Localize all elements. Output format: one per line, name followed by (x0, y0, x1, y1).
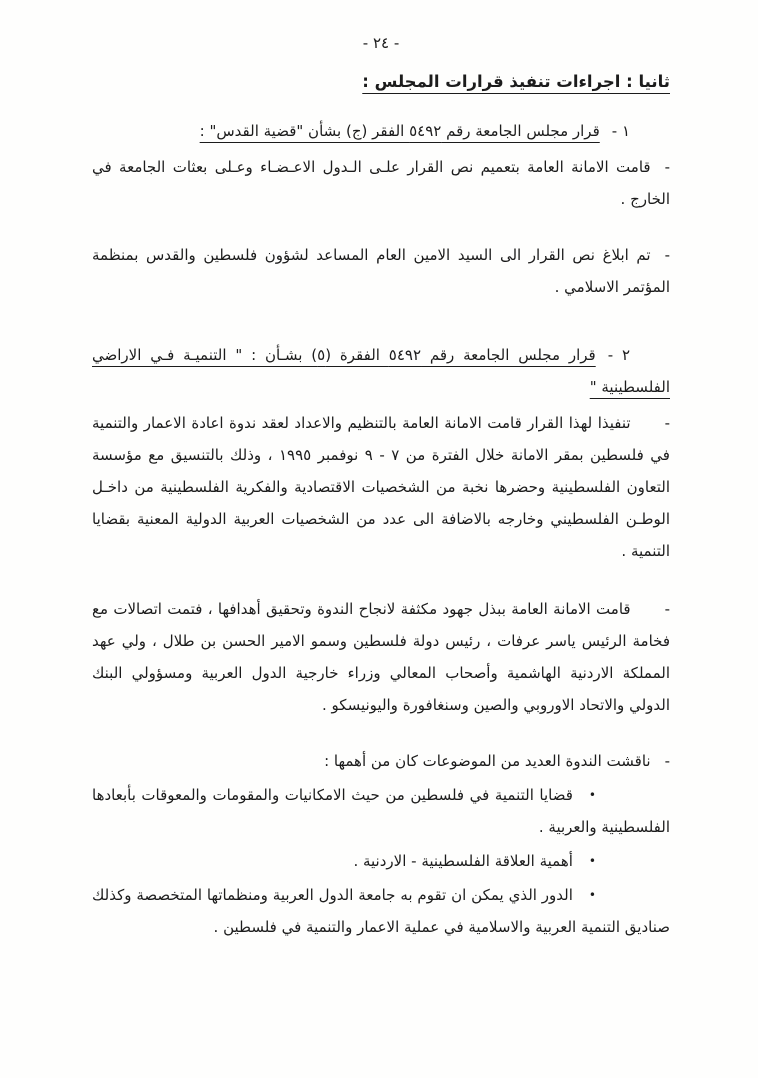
item-1-heading (92, 115, 670, 147)
paragraph (92, 745, 670, 777)
paragraph (92, 239, 670, 303)
bullet-icon: • (588, 788, 596, 802)
dash-marker: - (664, 752, 670, 770)
paragraph-text: قامت الامانة العامة بتعميم نص القرار علـى الـدول الاعـضـاء وعـلى بعثات الجامعة في الخارج . (92, 158, 670, 208)
list-item (92, 779, 670, 843)
paragraph-text: قامت الامانة العامة ببذل جهود مكثفة لانجاح الندوة وتحقيق أهدافها ، فتمت اتصالات مع فخامة الرئيس ياسر عرفات ، رئيس دولة فلسطين وسمو الامير الحسن بن طلال ، ولي عهد المملكة الاردنية الهاشمية وأصحاب المعالي وزراء خارجية الدول العربية ومسؤولي البنك الدولي والاتحاد الاوروبي والصين وسنغافورة واليونيسكو . (92, 600, 670, 714)
dash-marker: - (664, 158, 670, 176)
item-2-heading (92, 339, 670, 403)
dash-marker: - (664, 600, 670, 618)
dash-marker: - (664, 414, 670, 432)
item-1-title: قرار مجلس الجامعة رقم ٥٤٩٢ الفقر (ج) بشأن "قضية القدس" : (199, 122, 600, 140)
paragraph-text: ناقشت الندوة العديد من الموضوعات كان من أهمها : (324, 752, 651, 770)
numbered-item-2 (92, 339, 670, 943)
item-2-title: قرار مجلس الجامعة رقم ٥٤٩٢ الفقرة (٥) بشـأن : " التنميـة فـي الاراضي الفلسطينية " (92, 346, 670, 396)
bullet-text: الدور الذي يمكن ان تقوم به جامعة الدول العربية ومنظماتها المتخصصة وكذلك صناديق التنمية العربية والاسلامية في عملية الاعمار والتنمية في فلسطين . (92, 886, 670, 936)
paragraph (92, 407, 670, 567)
paragraph (92, 593, 670, 721)
item-1-number: ١ - (611, 122, 630, 140)
bullet-icon: • (588, 888, 596, 902)
section-heading: ثانيا : اجراءات تنفيذ قرارات المجلس : (362, 72, 670, 91)
bullet-icon: • (588, 854, 596, 868)
paragraph (92, 151, 670, 215)
paragraph-text: تنفيذا لهذا القرار قامت الامانة العامة بالتنظيم والاعداد لعقد ندوة اعادة الاعمار والتنمية في فلسطين بمقر الامانة خلال الفترة من ٧ - ٩ نوفمبر ١٩٩٥ ، وذلك بالتنسيق مع مؤسسة التعاون الفلسطينية وحضرها نخبة من الشخصيات الاقتصادية والفكرية الفلسطينية من داخـل الوطـن الفلسطيني وخارجه بالاضافة الى عدد من الشخصيات العربية الدولية المعنية بقضايا التنمية . (92, 414, 670, 560)
bullet-text: قضايا التنمية في فلسطين من حيث الامكانيات والمقومات والمعوقات بأبعادها الفلسطينية والعربية . (92, 786, 670, 836)
page-number: - ٢٤ - (362, 34, 400, 52)
item-2-number: ٢ - (607, 346, 631, 364)
numbered-item-1 (92, 115, 670, 303)
paragraph-text: تم ابلاغ نص القرار الى السيد الامين العام المساعد لشؤون فلسطين والقدس بمنظمة المؤتمر الاسلامي . (92, 246, 670, 296)
bullet-text: أهمية العلاقة الفلسطينية - الاردنية . (353, 852, 573, 870)
bullet-list (92, 779, 670, 943)
list-item (92, 845, 670, 877)
dash-marker: - (664, 246, 670, 264)
list-item (92, 879, 670, 943)
